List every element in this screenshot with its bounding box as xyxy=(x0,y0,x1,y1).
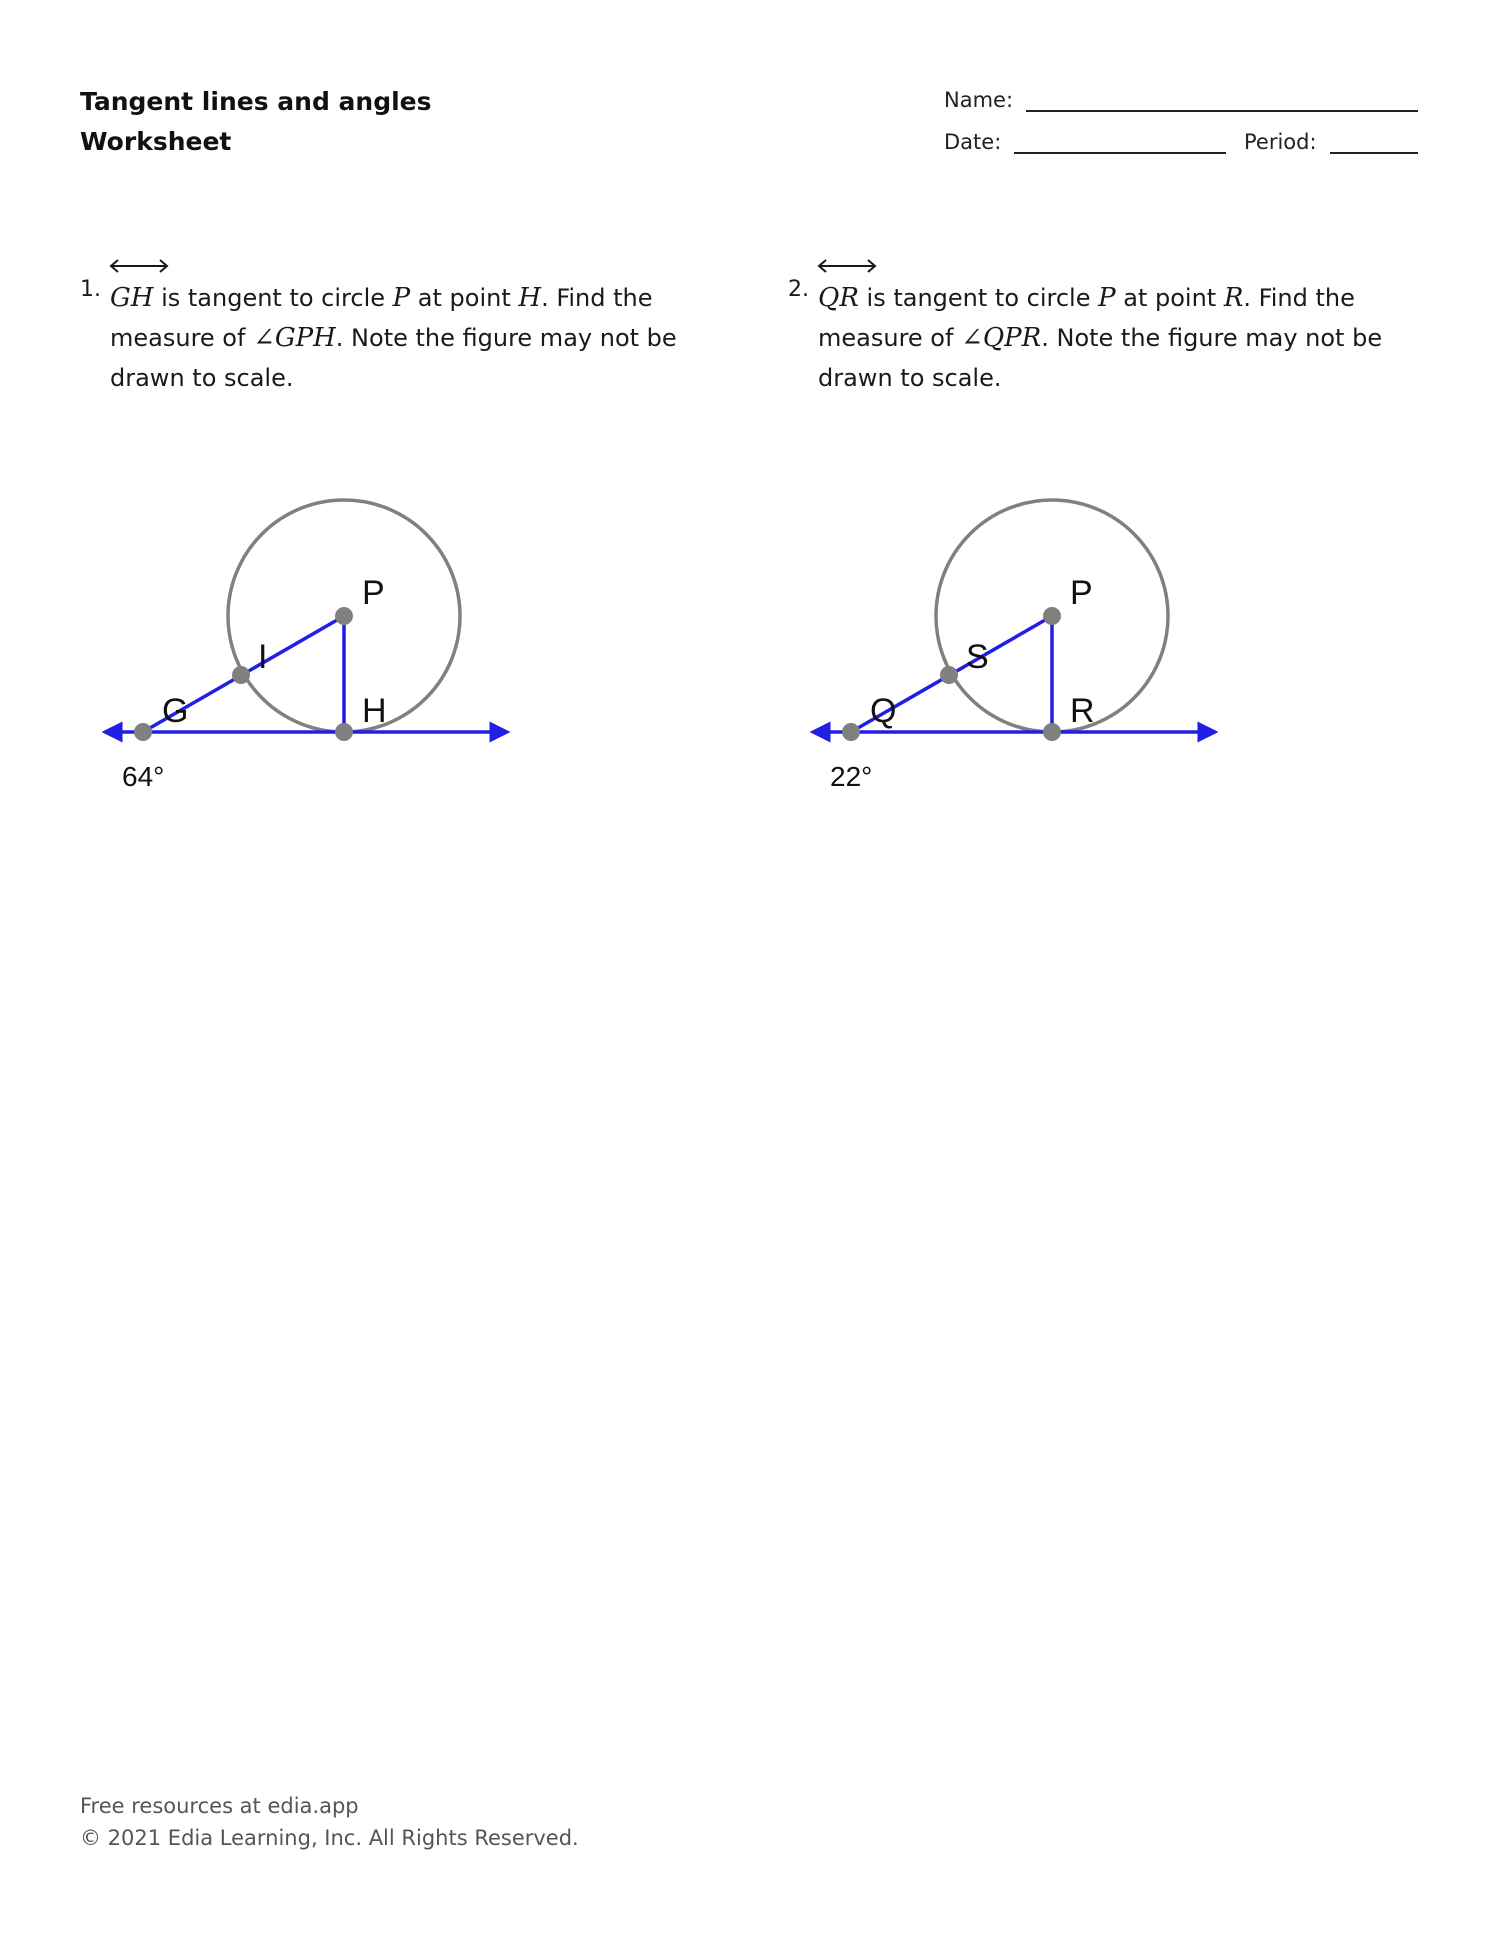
circle-name: P xyxy=(392,283,411,313)
line-name-text: GH xyxy=(110,283,154,313)
label-secant-point: S xyxy=(966,638,989,676)
point-center xyxy=(335,607,353,625)
text-segment: is tangent to circle xyxy=(153,284,393,312)
line-name xyxy=(818,278,859,318)
problem-number: 1. xyxy=(80,277,101,302)
text-segment: . Note the figure may not be drawn to scale. xyxy=(818,324,1383,392)
problem-number: 2. xyxy=(788,277,809,302)
text-segment: is tangent to circle xyxy=(858,284,1099,312)
angle-name: ∠GPH xyxy=(253,323,336,353)
footer xyxy=(80,1790,579,1854)
given-angle-label: 64° xyxy=(122,761,165,792)
title-line-2: Worksheet xyxy=(80,127,232,156)
point-name: H xyxy=(518,283,542,313)
point-secant xyxy=(940,666,958,684)
text-segment: . Find the measure of xyxy=(818,284,1355,352)
worksheet-title xyxy=(80,82,432,162)
point-tangent xyxy=(1043,723,1061,741)
problem-text xyxy=(818,278,1388,398)
point-name: R xyxy=(1223,283,1244,313)
double-arrow-icon xyxy=(816,258,878,274)
footer-copyright: © 2021 Edia Learning, Inc. All Rights Reserved. xyxy=(80,1826,579,1850)
problem-2-figure xyxy=(808,490,1228,810)
angle-name: ∠QPR xyxy=(961,323,1042,353)
label-tangent-point: H xyxy=(362,692,387,730)
label-center: P xyxy=(1070,574,1093,612)
circle-name: P xyxy=(1098,283,1116,313)
point-tangent xyxy=(335,723,353,741)
footer-resources: Free resources at edia.app xyxy=(80,1794,359,1818)
text-segment: . Find the measure of xyxy=(110,284,653,352)
line-name xyxy=(110,278,153,318)
label-external-point: Q xyxy=(870,692,897,730)
period-label: Period: xyxy=(1244,130,1317,154)
problem-1-figure xyxy=(100,490,520,810)
point-secant xyxy=(232,666,250,684)
point-external xyxy=(134,723,152,741)
title-line-1: Tangent lines and angles xyxy=(80,87,432,116)
point-center xyxy=(1043,607,1061,625)
point-external xyxy=(842,723,860,741)
name-label: Name: xyxy=(944,88,1014,112)
text-segment: at point xyxy=(1115,284,1224,312)
date-label: Date: xyxy=(944,130,1002,154)
problem-text xyxy=(110,278,680,398)
label-secant-point: I xyxy=(258,638,268,676)
label-tangent-point: R xyxy=(1070,692,1095,730)
given-angle-label: 22° xyxy=(830,761,873,792)
name-blank-line[interactable] xyxy=(1026,110,1418,112)
label-external-point: G xyxy=(162,692,189,730)
label-center: P xyxy=(362,574,385,612)
text-segment: . Note the figure may not be drawn to scale. xyxy=(110,324,677,392)
text-segment: at point xyxy=(410,284,519,312)
double-arrow-icon xyxy=(108,258,170,274)
line-name-text: QR xyxy=(818,283,859,313)
period-blank-line[interactable] xyxy=(1330,152,1418,154)
date-blank-line[interactable] xyxy=(1014,152,1226,154)
